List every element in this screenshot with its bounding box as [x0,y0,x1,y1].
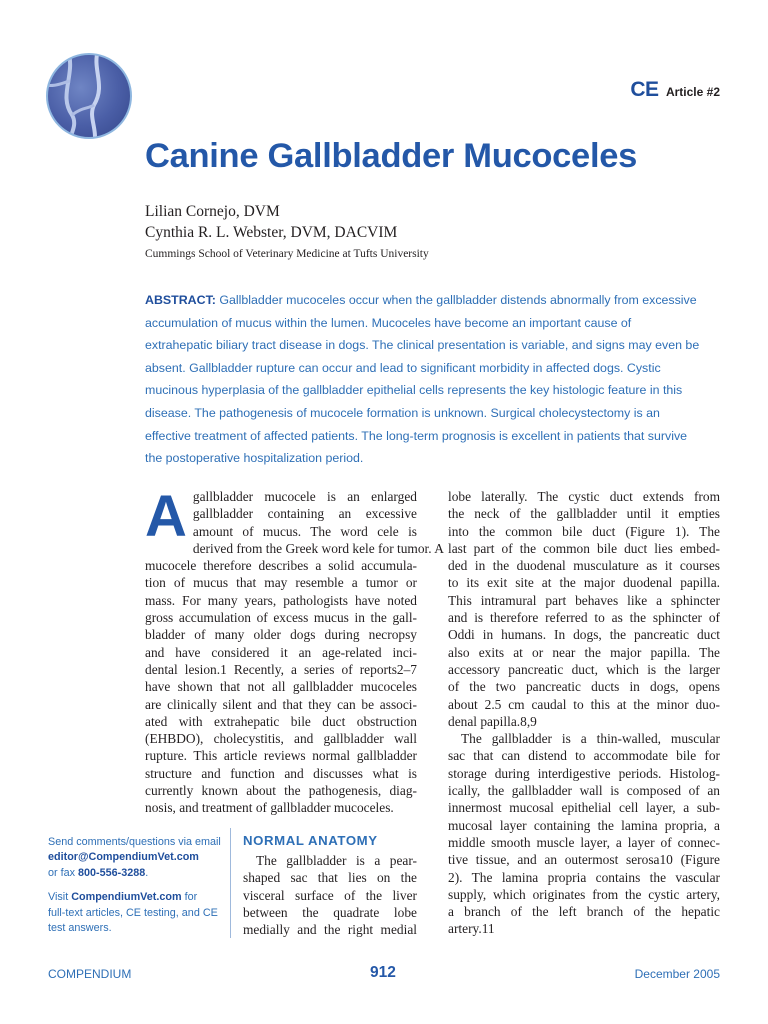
text-line: The gallbladder is a thin-walled, muscular [461,731,720,747]
column-divider [230,828,231,938]
text-line: ated with extrahepatic bile duct obstruction [145,713,417,729]
text-line: dental lesion.1 Recently, a series of reports2–7 [145,661,417,677]
text-line: storage during interdigestive periods. Histolog- [448,765,720,781]
text-line: artery.11 [448,921,495,937]
ce-label: CE [630,78,659,101]
sidebar-line: full-text articles, CE testing, and CE [48,906,218,919]
abstract-line: mucinous hyperplasia of the gallbladder epithelial cells represents the key histologic feature in this [145,383,683,398]
abstract-line: effective treatment of affected patients. The long-term prognosis is excellent in patients that survive [145,428,688,443]
text-line: are clinically silent and that they can be associ- [145,696,417,712]
contact-sidebar [48,835,223,936]
text-line: ically, the gallbladder wall is composed of an [448,783,720,799]
text-line: and have considered it an age-related inci- [145,644,417,660]
ce-article-header [630,78,720,102]
text-line: middle smooth muscle layer, a layer of connec- [448,834,720,850]
text-line: have shown that not all gallbladder mucoceles [145,679,417,695]
text-line: of the two pancreatic ducts in dogs, opens [448,679,720,695]
abstract-label: ABSTRACT: [145,293,216,307]
text-line: ded in the duodenal musculature as it courses [448,558,720,574]
footer-date: December 2005 [634,967,720,981]
article-title: Canine Gallbladder Mucoceles [145,137,638,175]
text-line: currently known about the pathogenesis, diag- [145,783,417,799]
abstract-line: absent. Gallbladder rupture can occur and lead to significant morbidity in affected dogs. Cystic [145,360,661,375]
text-line: to its exit site at the major duodenal papilla. [448,575,720,591]
text-line: medially and the right medial [243,922,417,938]
text-line: visceral surface of the liver [243,887,417,903]
text-line: The gallbladder is a pear- [256,853,417,868]
text-line: mucosal layer containing the lamina propria, a [448,817,720,833]
text-line: last part of the common bile duct lies embed- [448,540,720,556]
sidebar-line: Send comments/questions via email [48,836,221,848]
text-line: the neck of the gallbladder until it empties [448,506,720,522]
body-column-2 [448,488,720,938]
website-link[interactable]: CompendiumVet.com [71,891,182,904]
text-line: supply, which originates from the cystic artery, [448,886,720,902]
text-line: gallbladder containing an excessive [192,506,417,522]
visit-suffix: for [184,891,198,904]
abstract-line: extrahepatic biliary tract disease in dogs. The clinical presentation is variable, and signs may even be [145,338,700,353]
text-line: Oddi in humans. In dogs, the pancreatic duct [448,627,720,643]
abstract-text: Gallbladder mucoceles occur when the gallbladder distends abnormally from excessive [219,293,697,307]
page-number: 912 [370,964,396,981]
drop-cap: A [145,484,187,549]
author-1: Lilian Cornejo, DVM [145,203,280,220]
sidebar-line: test answers. [48,922,112,935]
normal-anatomy-text [243,852,417,938]
text-line: (EHBDO), cholecystitis, and gallbladder wall [145,731,417,747]
text-line: derived from the Greek word kele for tumor. A [192,540,444,556]
text-line: 2). The lamina propria contains the vascular [448,869,720,885]
text-line: gallbladder mucocele is an enlarged [192,489,417,504]
text-line: innermost mucosal epithelial cell layer, a sub- [448,800,720,816]
text-line: gross accumulation of excess mucus in the gall- [145,610,417,626]
fax-number[interactable]: 800-556-3288 [78,866,146,879]
author-2: Cynthia R. L. Webster, DVM, DACVIM [145,224,398,241]
fax-prefix: or fax [48,866,76,879]
text-line: between the quadrate lobe [243,904,417,920]
text-line: mass. For many years, pathologists have noted [145,592,417,608]
text-line: and is therefore referred to as the sphincter of [448,610,720,626]
footer-journal: COMPENDIUM [48,967,132,981]
text-line: shaped sac that lies on the [243,870,417,886]
body-column-1 [145,484,444,817]
abstract-line: the postoperative hospitalization period. [145,451,364,466]
email-link[interactable]: editor@CompendiumVet.com [48,851,199,864]
text-line: structure and function and discusses what is [145,765,417,781]
abstract-line: disease. The pathogenesis of mucocele formation is unknown. Surgical cholecystectomy is an [145,405,660,420]
text-line: also exits at or near the major papilla. The [448,644,720,660]
text-line: nosis, and treatment of gallbladder mucoceles. [145,800,394,816]
abstract [145,289,725,470]
cell-texture-icon [48,55,130,137]
text-line: sac that can distend to accommodate bile for [448,748,720,764]
text-line: tion of mucus that may resemble a tumor or [145,575,417,591]
abstract-line: accumulation of mucus within the lumen. Mucoceles have become an important cause of [145,315,632,330]
text-line: about 2.5 cm caudal to this at the minor duo- [448,696,720,712]
fax-suffix: . [145,866,149,879]
text-line: tive tissue, and an outermost serosa10 (Figure [448,852,720,868]
text-line: rupture. This article reviews normal gallbladder [145,748,417,764]
text-line: This intramural part behaves like a sphincter [448,592,720,608]
text-line: bladder of many older dogs during necropsy [145,627,417,643]
affiliation: Cummings School of Veterinary Medicine at Tufts University [145,248,429,260]
text-line: mucocele therefore describes a solid accumula- [145,558,417,574]
text-line: a branch of the left branch of the hepatic [448,904,720,920]
text-line: denal papilla.8,9 [448,713,537,729]
article-number: Article #2 [665,85,720,99]
section-heading-normal-anatomy: NORMAL ANATOMY [243,833,378,848]
visit-prefix: Visit [48,891,69,904]
text-line: amount of mucus. The word cele is [192,523,417,539]
header-decorative-image [46,53,132,139]
text-line: accessory pancreatic duct, which is the larger [448,661,720,677]
abstract-line [145,289,725,312]
text-line: lobe laterally. The cystic duct extends from [448,489,720,504]
text-line: into the common bile duct (Figure 1). The [448,523,720,539]
